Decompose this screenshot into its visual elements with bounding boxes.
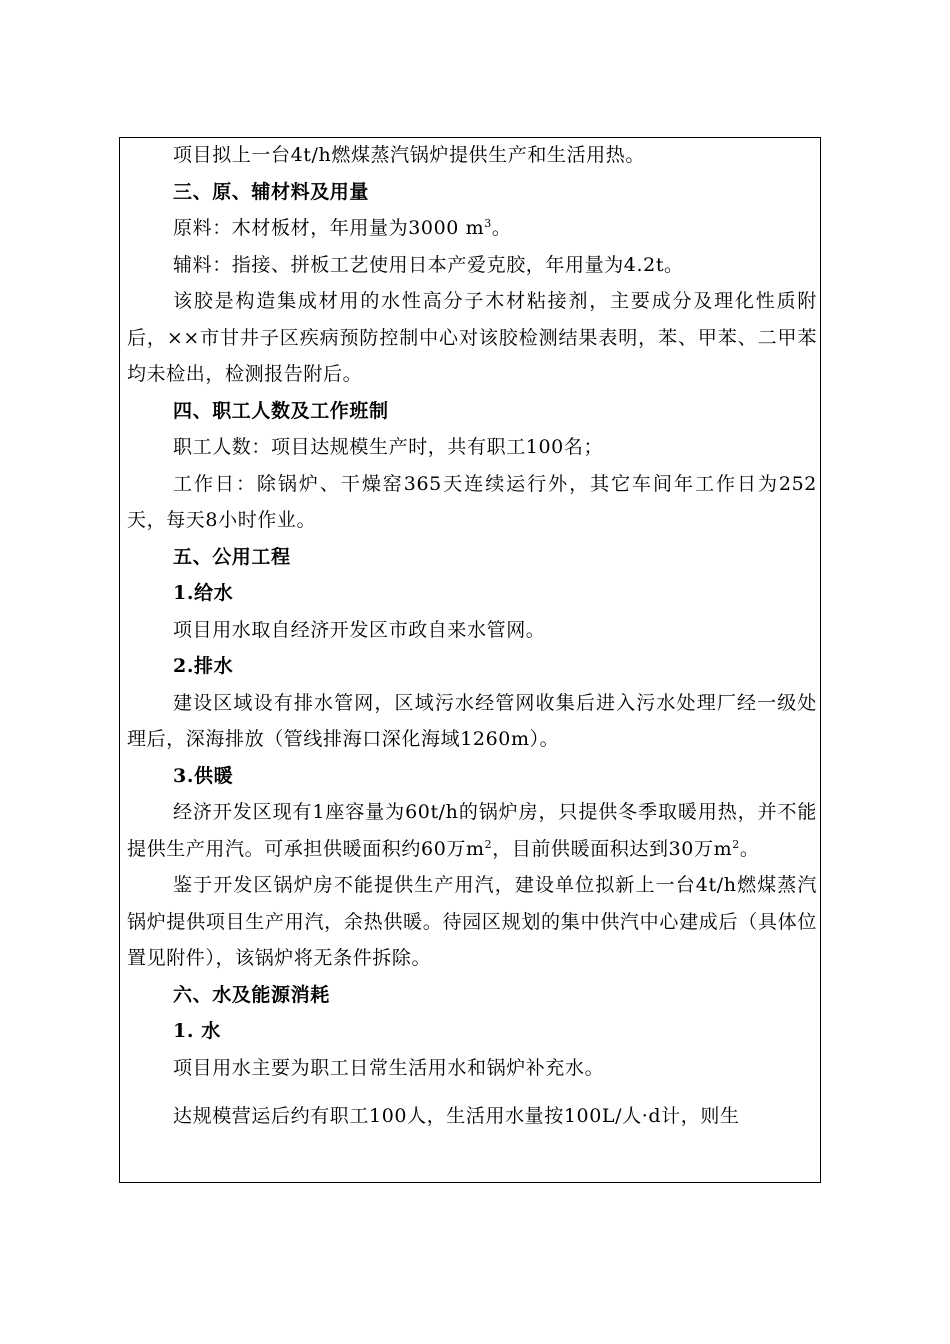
paragraph: 该胶是构造集成材用的水性高分子木材粘接剂，主要成分及理化性质附后，××市甘井子区疾病预防控制中心对该胶检测结果表明，苯、甲苯、二甲苯均未检出，检测报告附后。 (127, 290, 817, 385)
paragraph: 鉴于开发区锅炉房不能提供生产用汽，建设单位拟新上一台4t/h燃煤蒸汽锅炉提供项目生产用汽，余热供暖。待园区规划的集中供汽中心建成后（具体位置见附件），该锅炉将无条件拆除。 (127, 874, 817, 969)
subsection-heading: 1.给水 (173, 582, 234, 604)
section-heading: 三、原、辅材料及用量 (173, 180, 370, 203)
paragraph: 经济开发区现有1座容量为60t/h的锅炉房，只提供冬季取暖用热，并不能提供生产用汽。可承担供暖面积约60万$m^2$，目前供暖面积达到30万$m^2$。 (127, 801, 817, 860)
paragraph: 职工人数：项目达规模生产时，共有职工100名； (173, 436, 604, 458)
section-heading: 五、公用工程 (173, 545, 291, 568)
document-body (127, 137, 817, 1135)
section-heading: 六、水及能源消耗 (173, 983, 330, 1006)
paragraph: 建设区域设有排水管网，区域污水经管网收集后进入污水处理厂经一级处理后，深海排放（管线排海口深化海域1260m）。 (127, 691, 817, 750)
subsection-heading: 3.供暖 (173, 764, 234, 787)
paragraph: 项目拟上一台4t/h燃煤蒸汽锅炉提供生产和生活用热。 (173, 144, 645, 166)
paragraph: 工作日：除锅炉、干燥窑365天连续运行外，其它车间年工作日为252天，每天8小时作业。 (127, 472, 817, 531)
paragraph: 项目用水主要为职工日常生活用水和锅炉补充水。 (173, 1056, 605, 1079)
paragraph: 原料：木材板材，年用量为3000 $m^3$。 (173, 217, 512, 239)
section-heading: 四、职工人数及工作班制 (173, 399, 389, 422)
subsection-heading: 2.排水 (173, 655, 234, 677)
paragraph: 达规模营运后约有职工100人，生活用水量按100L/人·d计，则生 (173, 1105, 740, 1127)
paragraph: 项目用水取自经济开发区市政自来水管网。 (173, 618, 546, 641)
subsection-heading: 1. 水 (173, 1020, 221, 1042)
paragraph: 辅料：指接、拼板工艺使用日本产爱克胶，年用量为4.2t。 (173, 253, 684, 276)
